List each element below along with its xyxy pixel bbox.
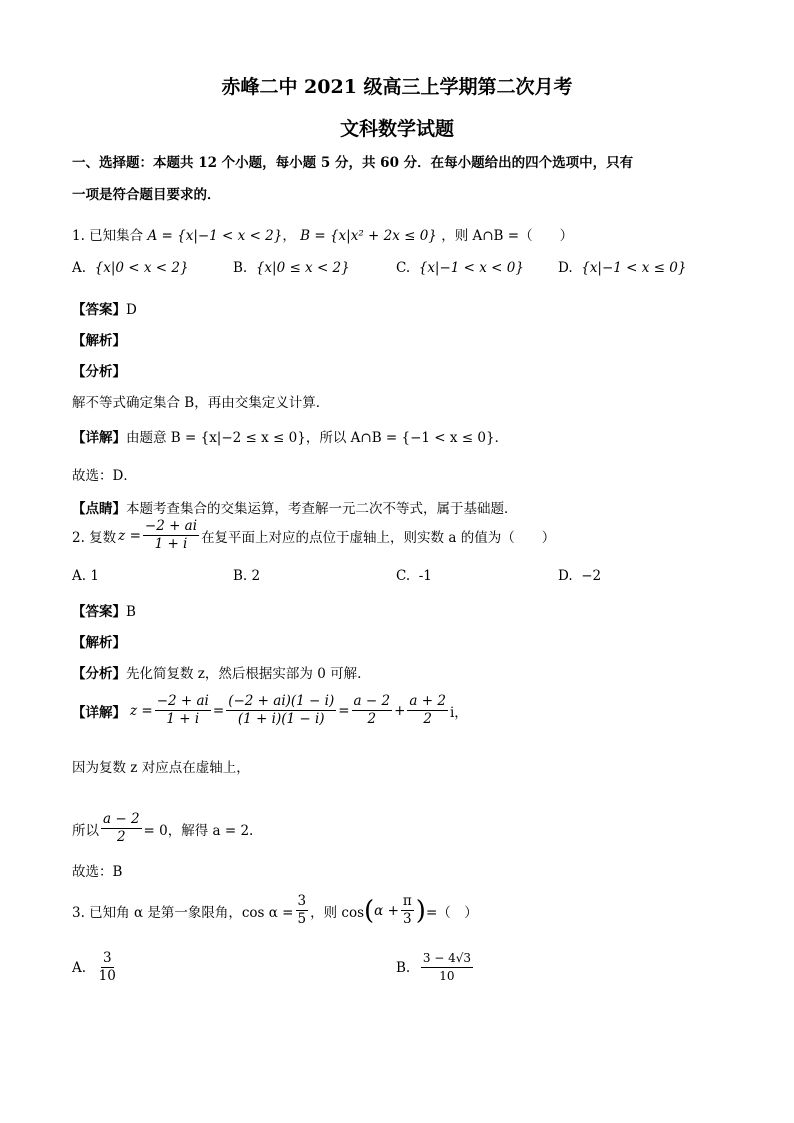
q2-option-c: C. -1 [396,568,432,584]
q1-option-d: D. {x|−1 < x ≤ 0} [558,260,687,276]
q2-guxuan: 故选：B [72,864,123,880]
q1-jiexi: 【解析】 [72,333,126,349]
q1-answer: 【答案】D [72,302,137,318]
q2-stem: 2. 复数 z = $\frac{-2 + ai}{1 + i}$ 在复平面上对应的点位于虚轴上，则实数 a 的值为（ ） [72,518,556,552]
page-title: 赤峰二中 2021 级高三上学期第二次月考 [221,76,573,98]
section-heading-line2: 一项是符合题目要求的． [72,187,221,203]
q2-xiangjie: 【详解】 z = $\frac{-2 + ai}{1 + i}$ = $\frac{(-2 + ai)(1 - i)}{(1 + i)(1 - i)}$ = $\frac{a - 2}{2}$ + $\frac{a + 2}{2}$ i， [72,693,468,727]
q1-set-b: B = {x|x² + 2x ≤ 0} [300,228,437,244]
q2-fenxi: 【分析】先化简复数 z，然后根据实部为 0 可解. [72,666,362,682]
q1-guxuan: 故选：D． [72,468,137,484]
q2-option-a: A. 1 [72,568,99,584]
q3-option-b: B. $\frac{3 - 4√3}{10}$ [396,951,472,983]
q2-answer: 【答案】B [72,604,136,620]
q1-fenxi: 解不等式确定集合 B，再由交集定义计算． [72,395,330,411]
q1-set-a: A = {x|−1 < x < 2} [147,228,283,244]
q1-dianjing: 【点睛】本题考查集合的交集运算，考查解一元二次不等式，属于基础题． [72,501,518,517]
q1-prefix: 1. 已知集合 [72,228,144,244]
q2-option-b: B. 2 [233,568,261,584]
q1-fenxi-tag: 【分析】 [72,364,126,380]
page-subtitle: 文科数学试题 [339,118,454,140]
q2-option-d: D. −2 [558,568,602,584]
q1-option-b: B. {x|0 ≤ x < 2} [233,260,350,276]
q3-stem: 3. 已知角 α 是第一象限角，cos α = $\frac{3}{5}$ ，则 cos ( α + $\frac{\pi}{3}$ ) =（ ） [72,893,478,927]
q2-fraction: $\frac{-2 + ai}{1 + i}$ [144,518,198,552]
q3-option-a: A. $\frac{3}{10}$ [72,950,116,984]
q2-suoyi: 所以 $\frac{a - 2}{2}$ = 0，解得 a = 2. [72,811,254,845]
q1-ask: ，则 A∩B =（ ） [441,228,574,244]
q1-option-a: A. {x|0 < x < 2} [72,260,189,276]
q2-jiexi: 【解析】 [72,635,126,651]
q1-stem: 1. 已知集合 A = {x|−1 < x < 2}， B = {x|x² + 2x ≤ 0} ，则 A∩B =（ ） [72,228,574,244]
q1-xiangjie: 【详解】由题意 B = {x|−2 ≤ x ≤ 0}，所以 A∩B = {−1 < x ≤ 0}． [72,430,509,446]
q2-because: 因为复数 z 对应点在虚轴上， [72,760,250,776]
q1-option-c: C. {x|−1 < x < 0} [396,260,524,276]
section-heading-line1: 一、选择题：本题共 12 个小题，每小题 5 分，共 60 分．在每小题给出的四个选项中，只有 [72,155,634,171]
